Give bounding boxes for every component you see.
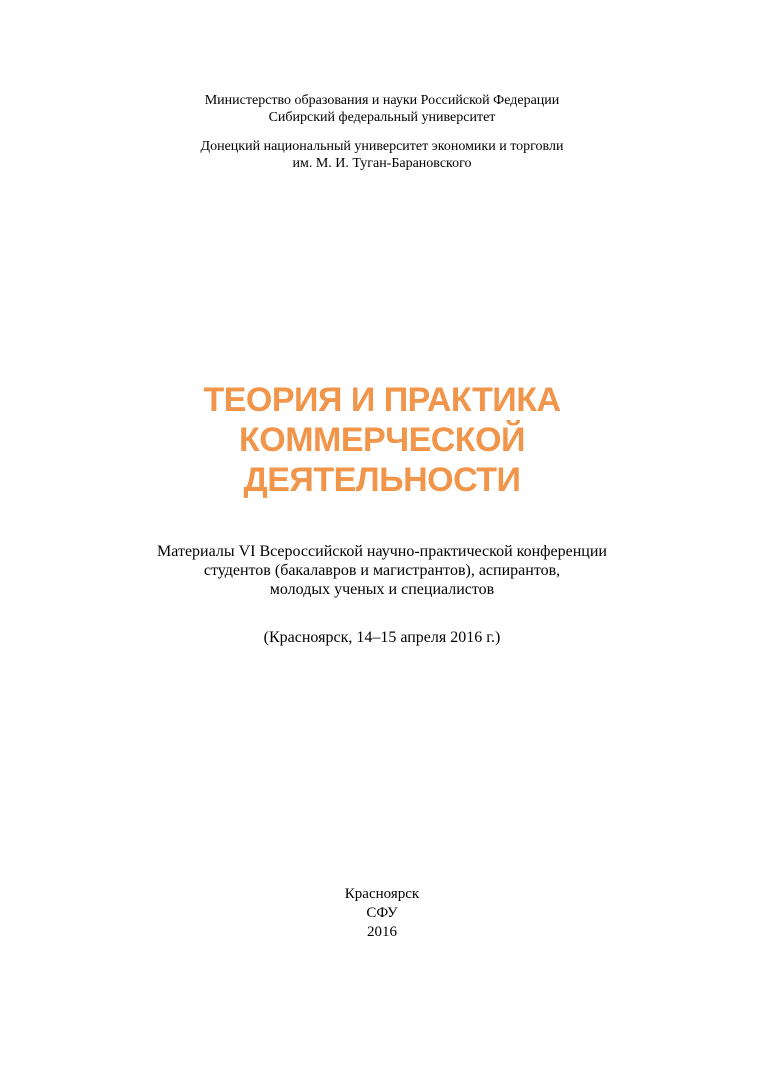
- imprint-year: 2016: [367, 924, 397, 940]
- subtitle-line-3: молодых ученых и специалистов: [269, 581, 495, 598]
- book-title: [0, 380, 764, 500]
- co-organizer-group: [0, 138, 764, 172]
- subtitle-line-2: студентов (бакалавров и магистрантов), аспирантов,: [203, 562, 561, 579]
- imprint-publisher: СФУ: [366, 905, 398, 921]
- conference-description: [0, 542, 764, 599]
- place-date-text: (Красноярск, 14–15 апреля 2016 г.): [263, 629, 501, 646]
- subtitle-line-1: Материалы VI Всероссийской научно-практической конференции: [157, 543, 607, 560]
- conference-place-date: [0, 628, 764, 647]
- imprint-city: Красноярск: [344, 886, 420, 902]
- university-name: Сибирский федеральный университет: [268, 110, 496, 125]
- title-line-2: КОММЕРЧЕСКОЙ: [239, 421, 525, 459]
- title-line-1: ТЕОРИЯ И ПРАКТИКА: [203, 381, 561, 419]
- co-organizer-name: Донецкий национальный университет экономики и торговли: [200, 139, 564, 154]
- ministry-group: [0, 92, 764, 126]
- imprint: [0, 885, 764, 942]
- ministry-name: Министерство образования и науки Российской Федерации: [204, 93, 560, 108]
- co-organizer-dedication: им. М. И. Туган-Барановского: [292, 156, 472, 171]
- institutions-header: [0, 92, 764, 172]
- title-line-3: ДЕЯТЕЛЬНОСТИ: [243, 461, 521, 499]
